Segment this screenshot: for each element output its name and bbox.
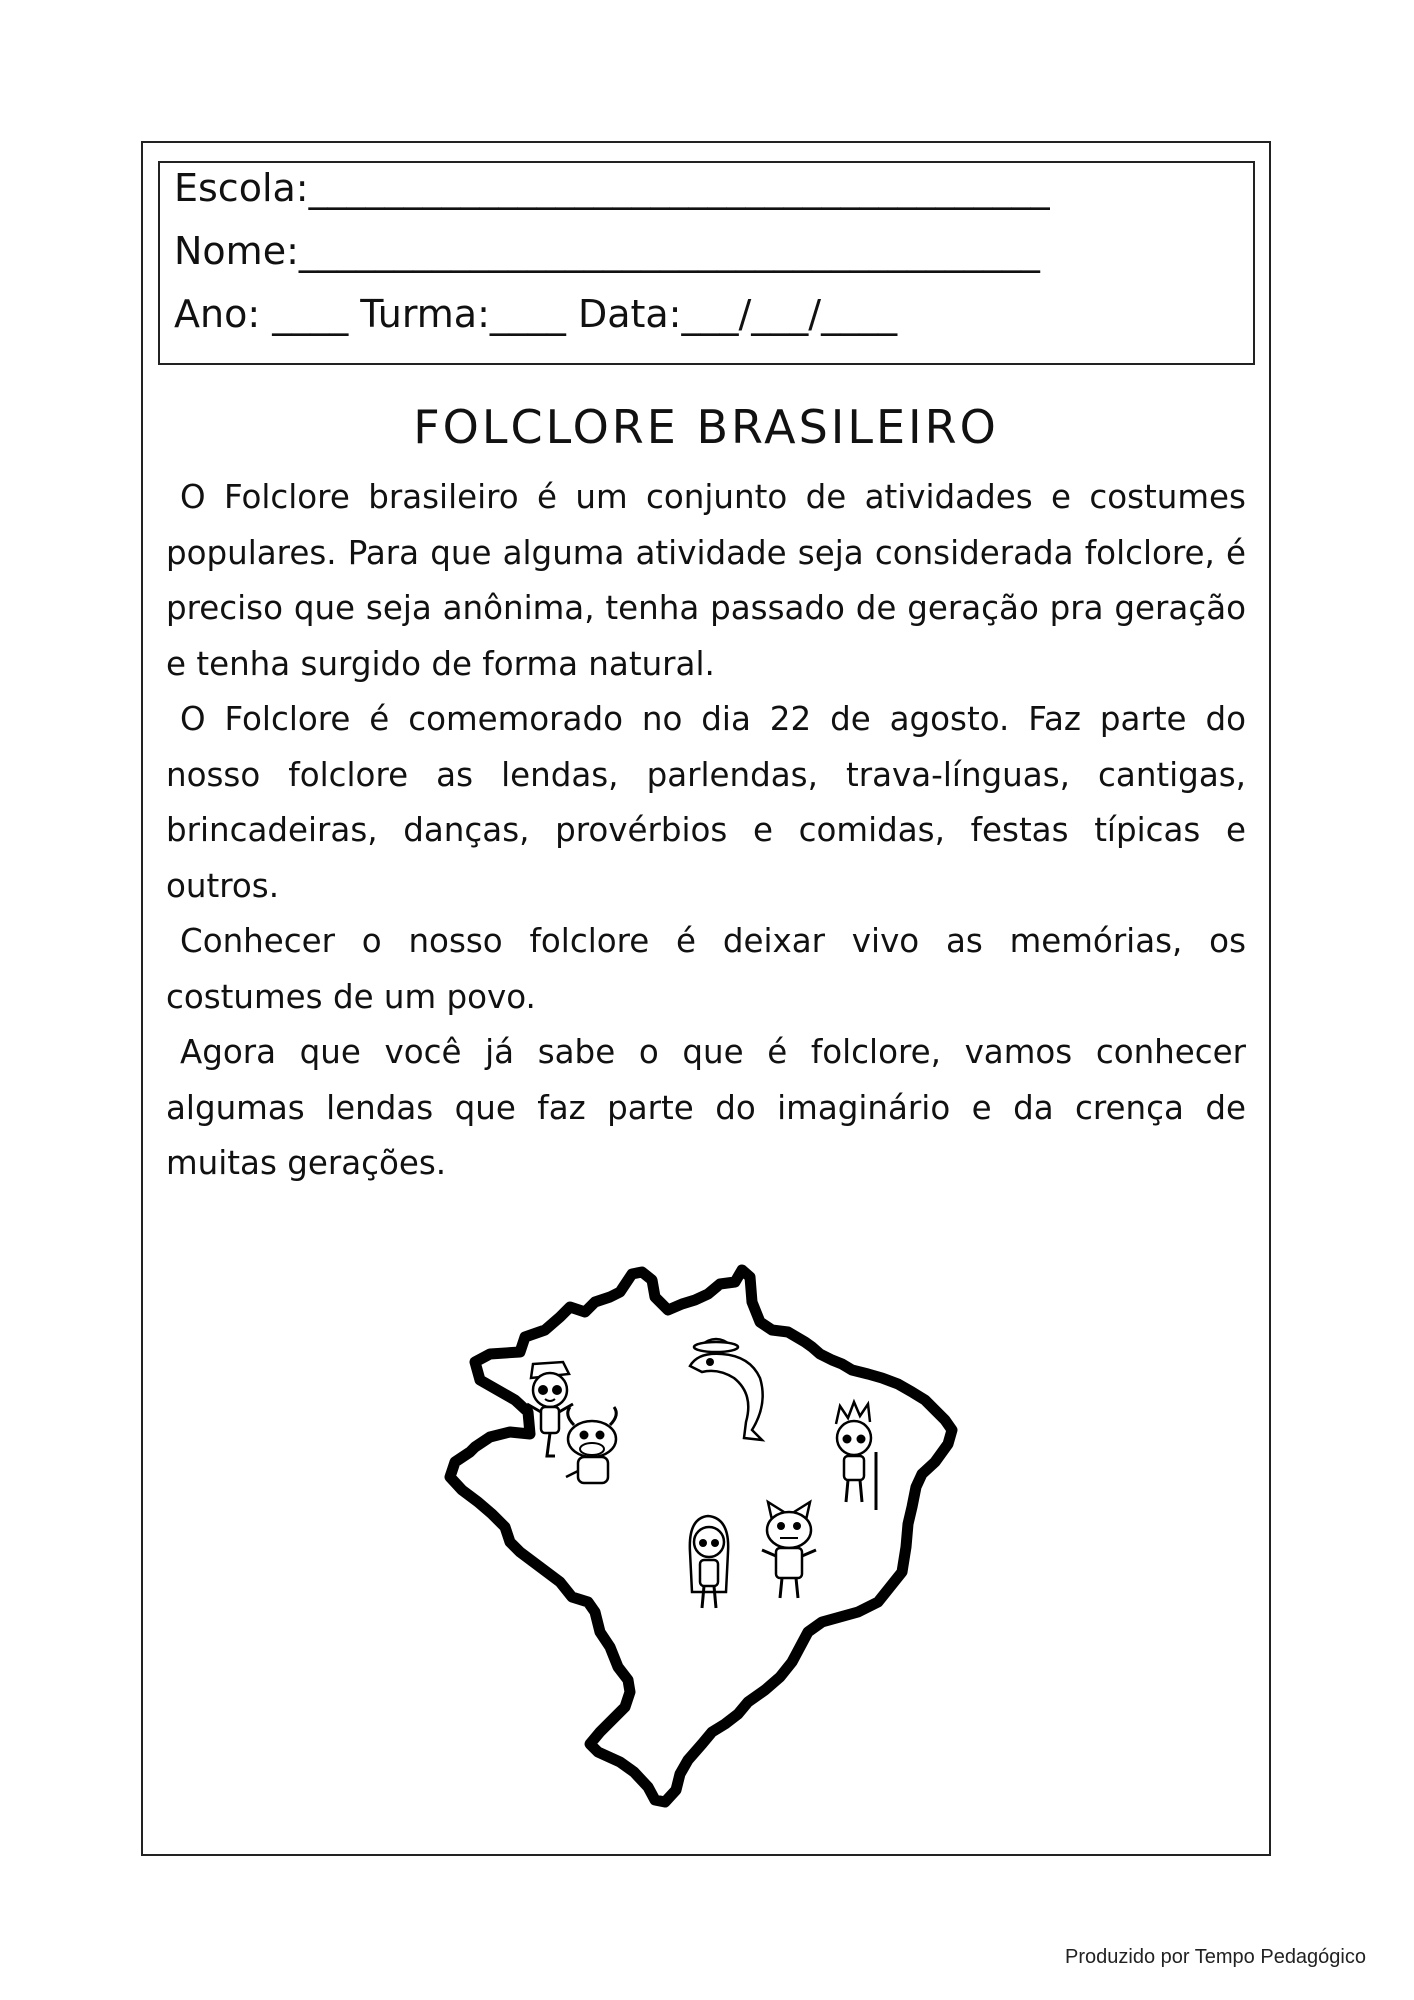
- brazil-map-illustration: [420, 1262, 1000, 1822]
- brazil-map-icon: [420, 1262, 1000, 1822]
- school-field[interactable]: Escola:_______________________________________: [174, 166, 1050, 210]
- footer-credit: Produzido por Tempo Pedagógico: [1065, 1946, 1366, 1968]
- paragraph-3: Conhecer o nosso folclore é deixar vivo as memórias, os costumes de um povo.: [166, 922, 1246, 1016]
- body-text: [166, 470, 1246, 1192]
- page-title: FOLCLORE BRASILEIRO: [413, 400, 999, 454]
- paragraph-2: O Folclore é comemorado no dia 22 de agosto. Faz parte do nosso folclore as lendas, parlendas, trava-línguas, cantigas, brincadeiras, danças, provérbios e comidas, festas típicas e outros.: [166, 700, 1246, 905]
- name-field[interactable]: Nome:_______________________________________: [174, 229, 1040, 273]
- paragraph-1: O Folclore brasileiro é um conjunto de atividades e costumes populares. Para que alguma atividade seja considerada folclore, é preciso que seja anônima, tenha passado de geração pra geração e tenha surgido de forma natural.: [166, 478, 1246, 683]
- paragraph-4: Agora que você já sabe o que é folclore, vamos conhecer algumas lendas que faz parte do imaginário e da crença de muitas gerações.: [166, 1033, 1246, 1182]
- class-date-field[interactable]: Ano: ____ Turma:____ Data:___/___/____: [174, 292, 898, 336]
